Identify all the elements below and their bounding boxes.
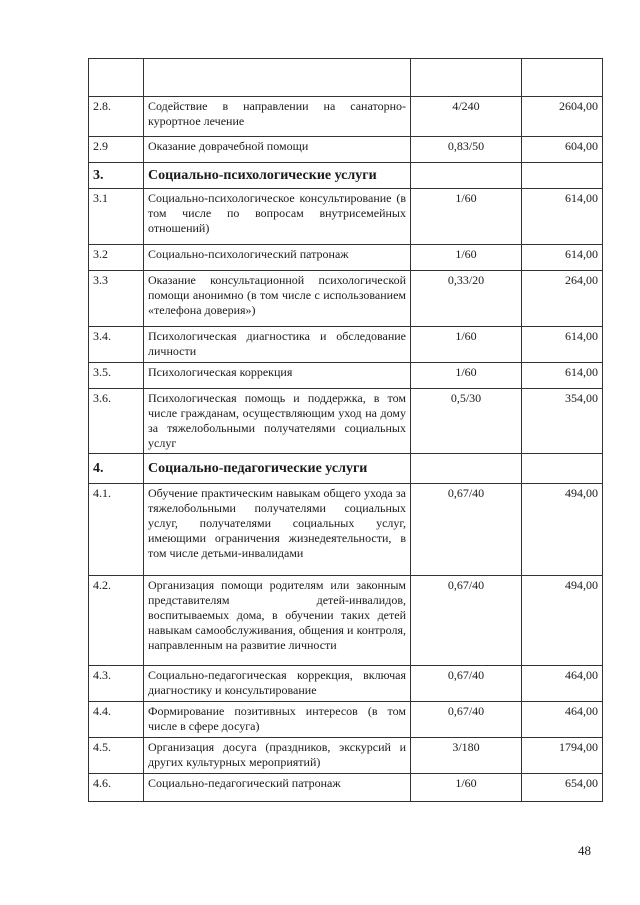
cell-service-name: Социально-психологический патронаж	[144, 245, 411, 271]
cell-service-name: Социально-психологические услуги	[144, 163, 411, 189]
table-row	[89, 245, 603, 271]
cell-time-norm: 1/60	[411, 189, 522, 245]
table-row	[89, 738, 603, 774]
table-row	[89, 666, 603, 702]
services-table-body	[89, 59, 603, 802]
cell-price: 494,00	[522, 484, 603, 576]
cell-time-norm: 0,67/40	[411, 666, 522, 702]
cell-time-norm: 1/60	[411, 774, 522, 802]
page-number: 48	[578, 843, 591, 858]
cell-time-norm: 0,5/30	[411, 389, 522, 454]
cell-price	[522, 59, 603, 97]
cell-time-norm	[411, 163, 522, 189]
cell-price: 354,00	[522, 389, 603, 454]
cell-number: 3.	[89, 163, 144, 189]
cell-price: 604,00	[522, 137, 603, 163]
cell-service-name: Оказание консультационной психологической помощи анонимно (в том числе с использованием «телефона доверия»)	[144, 271, 411, 327]
cell-time-norm: 0,83/50	[411, 137, 522, 163]
table-row	[89, 271, 603, 327]
cell-number: 2.8.	[89, 97, 144, 137]
cell-number: 3.3	[89, 271, 144, 327]
cell-number: 4.4.	[89, 702, 144, 738]
cell-number: 4.5.	[89, 738, 144, 774]
table-row	[89, 576, 603, 666]
cell-price: 2604,00	[522, 97, 603, 137]
cell-price	[522, 163, 603, 189]
cell-service-name: Оказание доврачебной помощи	[144, 137, 411, 163]
cell-time-norm: 1/60	[411, 245, 522, 271]
cell-number: 3.2	[89, 245, 144, 271]
table-row	[89, 389, 603, 454]
cell-service-name: Организация досуга (праздников, экскурсий и других культурных мероприятий)	[144, 738, 411, 774]
table-row	[89, 484, 603, 576]
cell-time-norm: 1/60	[411, 327, 522, 363]
cell-service-name: Социально-психологическое консультирование (в том числе по вопросам внутрисемейных отношений)	[144, 189, 411, 245]
cell-number: 2.9	[89, 137, 144, 163]
services-table	[88, 58, 603, 802]
cell-price: 614,00	[522, 189, 603, 245]
cell-time-norm: 4/240	[411, 97, 522, 137]
cell-service-name: Социально-педагогический патронаж	[144, 774, 411, 802]
cell-time-norm	[411, 454, 522, 484]
cell-number: 4.2.	[89, 576, 144, 666]
cell-price: 464,00	[522, 666, 603, 702]
cell-time-norm: 0,67/40	[411, 702, 522, 738]
cell-number: 3.4.	[89, 327, 144, 363]
cell-price: 614,00	[522, 363, 603, 389]
table-row	[89, 327, 603, 363]
cell-service-name	[144, 59, 411, 97]
cell-time-norm: 0,33/20	[411, 271, 522, 327]
table-row	[89, 97, 603, 137]
cell-price	[522, 454, 603, 484]
section-row	[89, 454, 603, 484]
cell-number: 4.	[89, 454, 144, 484]
cell-service-name: Психологическая коррекция	[144, 363, 411, 389]
cell-time-norm: 0,67/40	[411, 484, 522, 576]
cell-service-name: Психологическая диагностика и обследование личности	[144, 327, 411, 363]
cell-number: 4.1.	[89, 484, 144, 576]
cell-service-name: Формирование позитивных интересов (в том числе в сфере досуга)	[144, 702, 411, 738]
cell-service-name: Содействие в направлении на санаторно-курортное лечение	[144, 97, 411, 137]
cell-price: 494,00	[522, 576, 603, 666]
cell-time-norm	[411, 59, 522, 97]
section-row	[89, 163, 603, 189]
table-row	[89, 137, 603, 163]
cell-service-name: Обучение практическим навыкам общего ухода за тяжелобольными получателями социальных услуг, получателями социальных услуг, имеющими ограничения жизнедеятельности, в том числе детьми-инвалидами	[144, 484, 411, 576]
cell-service-name: Социально-педагогическая коррекция, включая диагностику и консультирование	[144, 666, 411, 702]
cell-service-name: Социально-педагогические услуги	[144, 454, 411, 484]
cell-price: 654,00	[522, 774, 603, 802]
table-row	[89, 774, 603, 802]
cell-number: 3.1	[89, 189, 144, 245]
cell-price: 1794,00	[522, 738, 603, 774]
table-row	[89, 363, 603, 389]
cell-number: 3.6.	[89, 389, 144, 454]
cell-service-name: Организация помощи родителям или законным представителям детей-инвалидов, воспитываемых дома, в обучении таких детей навыкам самообслуживания, общения и контроля, направленным на развитие личности	[144, 576, 411, 666]
table-row	[89, 189, 603, 245]
cell-number: 3.5.	[89, 363, 144, 389]
cell-price: 464,00	[522, 702, 603, 738]
table-row	[89, 702, 603, 738]
cell-time-norm: 3/180	[411, 738, 522, 774]
cell-number	[89, 59, 144, 97]
cell-price: 614,00	[522, 327, 603, 363]
cell-price: 264,00	[522, 271, 603, 327]
cell-number: 4.6.	[89, 774, 144, 802]
cell-price: 614,00	[522, 245, 603, 271]
table-row	[89, 59, 603, 97]
cell-time-norm: 1/60	[411, 363, 522, 389]
cell-number: 4.3.	[89, 666, 144, 702]
cell-time-norm: 0,67/40	[411, 576, 522, 666]
cell-service-name: Психологическая помощь и поддержка, в том числе гражданам, осуществляющим уход на дому за тяжелобольными получателями социальных услуг	[144, 389, 411, 454]
